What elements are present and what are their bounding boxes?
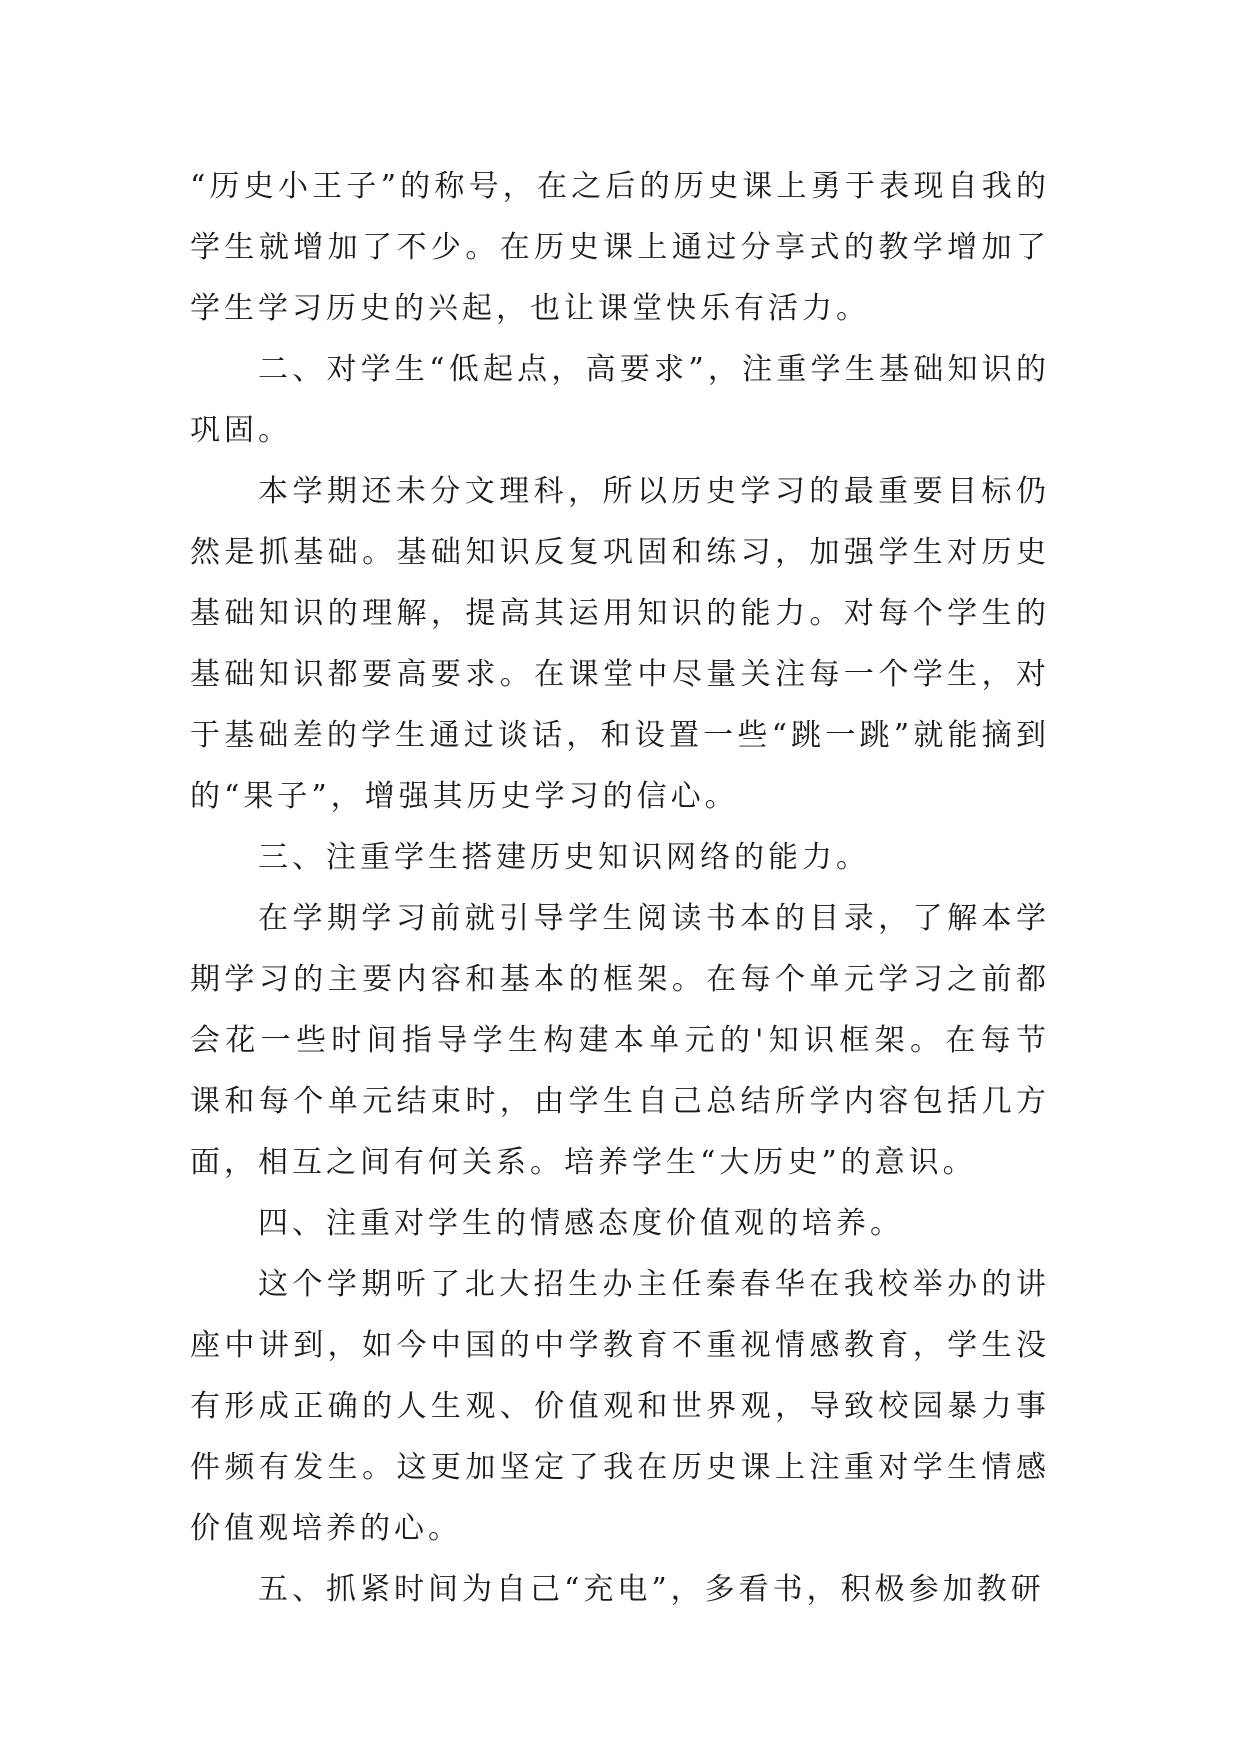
section-heading-3: 三、注重学生搭建历史知识网络的能力。 [258,840,870,875]
section-heading-2: 二、对学生“低起点，高要求”，注重学生基础知识的巩固。 [190,352,1050,448]
section-heading-5: 五、抓紧时间为自己“充电”，多看书，积极参加教研 [258,1572,1045,1607]
paragraph-basics: 本学期还未分文理科，所以历史学习的最重要目标仍然是抓基础。基础知识反复巩固和练习，加强学生对历史基础知识的理解，提高其运用知识的能力。对每个学生的基础知识都要高要求。在课堂中尽量关注每一个学生，对于基础差的学生通过谈话，和设置一些“跳一跳”就能摘到的“果子”，增强其历史学习的信心。 [190,474,1050,814]
document-body [190,156,1050,1620]
paragraph-values: 这个学期听了北大招生办主任秦春华在我校举办的讲座中讲到，如今中国的中学教育不重视情感教育，学生没有形成正确的人生观、价值观和世界观，导致校园暴力事件频有发生。这更加坚定了我在历史课上注重对学生情感价值观培养的心。 [190,1267,1050,1546]
section-heading-4: 四、注重对学生的情感态度价值观的培养。 [258,1206,904,1241]
paragraph-knowledge-network: 在学期学习前就引导学生阅读书本的目录，了解本学期学习的主要内容和基本的框架。在每个单元学习之前都会花一些时间指导学生构建本单元的'知识框架。在每节课和每个单元结束时，由学生自己总结所学内容包括几方面，相互之间有何关系。培养学生“大历史”的意识。 [190,901,1050,1180]
paragraph-continuation: “历史小王子”的称号，在之后的历史课上勇于表现自我的学生就增加了不少。在历史课上通过分享式的教学增加了学生学习历史的兴起，也让课堂快乐有活力。 [190,169,1050,326]
